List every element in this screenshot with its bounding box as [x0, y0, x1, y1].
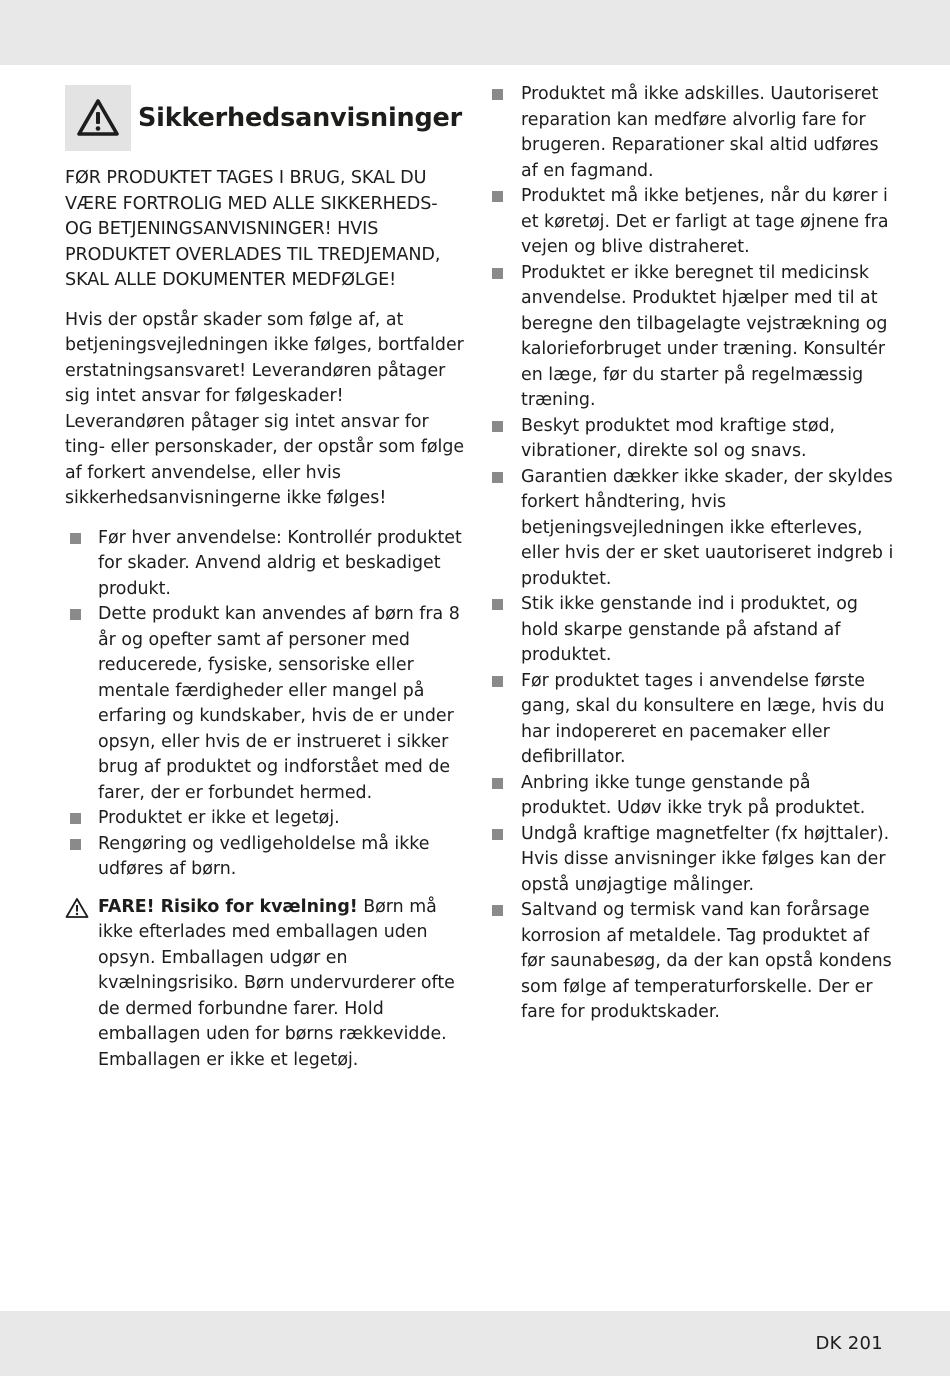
- bullet-square-icon: [492, 676, 503, 687]
- list-item: [492, 822, 897, 899]
- list-item-text: Saltvand og termisk vand kan forårsage korrosion af metaldele. Tag produktet af før saunabesøg, da der kan opstå kondens som følge af temperaturforskelle. Der er fare for produktskader.: [521, 900, 892, 1022]
- footer-band: [0, 1311, 950, 1376]
- list-item: [492, 898, 897, 1026]
- bullet-square-icon: [492, 191, 503, 202]
- bullet-square-icon: [492, 778, 503, 789]
- list-item-text: Før hver anvendelse: Kontrollér produktet for skader. Anvend aldrig et beskadiget produkt.: [98, 527, 462, 599]
- danger-triangle-icon: [65, 897, 89, 919]
- danger-text: Børn må ikke efterlades med emballagen uden opsyn. Emballagen udgør en kvælningsrisiko. Børn undervurderer ofte de dermed forbundne farer. Hold emballagen uden for børns rækkevidde. Emballagen er ikke et legetøj.: [98, 896, 455, 1070]
- list-item: [492, 771, 897, 822]
- list-item: [65, 602, 465, 806]
- list-item-text: Anbring ikke tunge genstande på produktet. Udøv ikke tryk på produktet.: [521, 772, 866, 818]
- list-item: [492, 465, 897, 593]
- bullet-square-icon: [492, 472, 503, 483]
- caps-notice: FØR PRODUKTET TAGES I BRUG, SKAL DU VÆRE FORTROLIG MED ALLE SIKKERHEDS- OG BETJENINGSANVISNINGER! HVIS PRODUKTET OVERLADES TIL TREDJEMAND, SKAL ALLE DOKUMENTER MEDFØLGE!: [65, 168, 441, 290]
- list-item-text: Dette produkt kan anvendes af børn fra 8 år og opefter samt af personer med reducerede, fysiske, sensoriske eller mentale færdigheder eller mangel på erfaring og kundskaber, hvis de er under opsyn, eller hvis de er instrueret i sikker brug af produktet og indforstået med de farer, der er forbundet hermed.: [98, 604, 460, 803]
- list-item-text: Undgå kraftige magnetfelter (fx højttaler). Hvis disse anvisninger ikke følges kan der opstå unøjagtige målinger.: [521, 823, 890, 895]
- bullet-square-icon: [70, 813, 81, 824]
- list-item-text: Produktet er ikke et legetøj.: [98, 808, 340, 828]
- list-item: [492, 184, 897, 261]
- warning-triangle-icon: [65, 85, 131, 151]
- left-column: [65, 85, 465, 1073]
- list-item: [492, 669, 897, 771]
- list-item: [492, 592, 897, 669]
- danger-title: FARE! Risiko for kvælning!: [98, 896, 358, 917]
- page-title: Sikkerhedsanvisninger: [138, 102, 462, 133]
- list-item-text: Stik ikke genstande ind i produktet, og hold skarpe genstande på afstand af produktet.: [521, 594, 858, 665]
- header-band: [0, 0, 950, 65]
- bullet-square-icon: [492, 829, 503, 840]
- bullet-square-icon: [70, 609, 81, 620]
- list-item: [492, 414, 897, 465]
- danger-warning: [65, 895, 465, 1074]
- list-item: [492, 82, 897, 184]
- bullet-square-icon: [492, 89, 503, 100]
- bullet-square-icon: [492, 905, 503, 916]
- list-item-text: Rengøring og vedligeholdelse må ikke udføres af børn.: [98, 833, 430, 879]
- bullet-square-icon: [492, 421, 503, 432]
- list-item-text: Garantien dækker ikke skader, der skyldes forkert håndtering, hvis betjeningsvejledningen ikke efterleves, eller hvis der er sket uautoriseret indgreb i produktet.: [521, 466, 894, 589]
- list-item: [65, 526, 465, 603]
- section-heading: [65, 85, 465, 150]
- right-bullet-list: [492, 82, 897, 1026]
- list-item: [492, 261, 897, 414]
- list-item-text: Før produktet tages i anvendelse første gang, skal du konsultere en læge, hvis du har indopereret en pacemaker eller defibrillator.: [521, 670, 885, 767]
- list-item-text: Produktet må ikke betjenes, når du kører i et køretøj. Det er farligt at tage øjnene fra vejen og blive distraheret.: [521, 186, 889, 257]
- list-item-text: Beskyt produktet mod kraftige stød, vibrationer, direkte sol og snavs.: [521, 415, 836, 461]
- bullet-square-icon: [492, 599, 503, 610]
- bullet-square-icon: [492, 268, 503, 279]
- list-item: [65, 832, 465, 883]
- bullet-square-icon: [70, 839, 81, 850]
- list-item: [65, 806, 465, 832]
- page-number: DK 201: [815, 1333, 883, 1354]
- right-column: [492, 82, 897, 1026]
- list-item-text: Produktet er ikke beregnet til medicinsk anvendelse. Produktet hjælper med til at beregne den tilbagelagte vejstrækning og kalorieforbruget under træning. Konsultér en læge, før du starter på regelmæssig træning.: [521, 262, 888, 410]
- bullet-square-icon: [70, 533, 81, 544]
- intro-paragraph: Hvis der opstår skader som følge af, at betjeningsvejledningen ikke følges, bortfalder erstatningsansvaret! Leverandøren påtager sig intet ansvar for følgeskader! Leverandøren påtager sig intet ansvar for ting- eller personskader, der opstår som følge af forkert anvendelse, eller hvis sikkerhedsanvisningerne ikke følges!: [65, 309, 465, 508]
- left-bullet-list: [65, 526, 465, 883]
- list-item-text: Produktet må ikke adskilles. Uautoriseret reparation kan medføre alvorlig fare for brugeren. Reparationer skal altid udføres af en fagmand.: [521, 84, 879, 181]
